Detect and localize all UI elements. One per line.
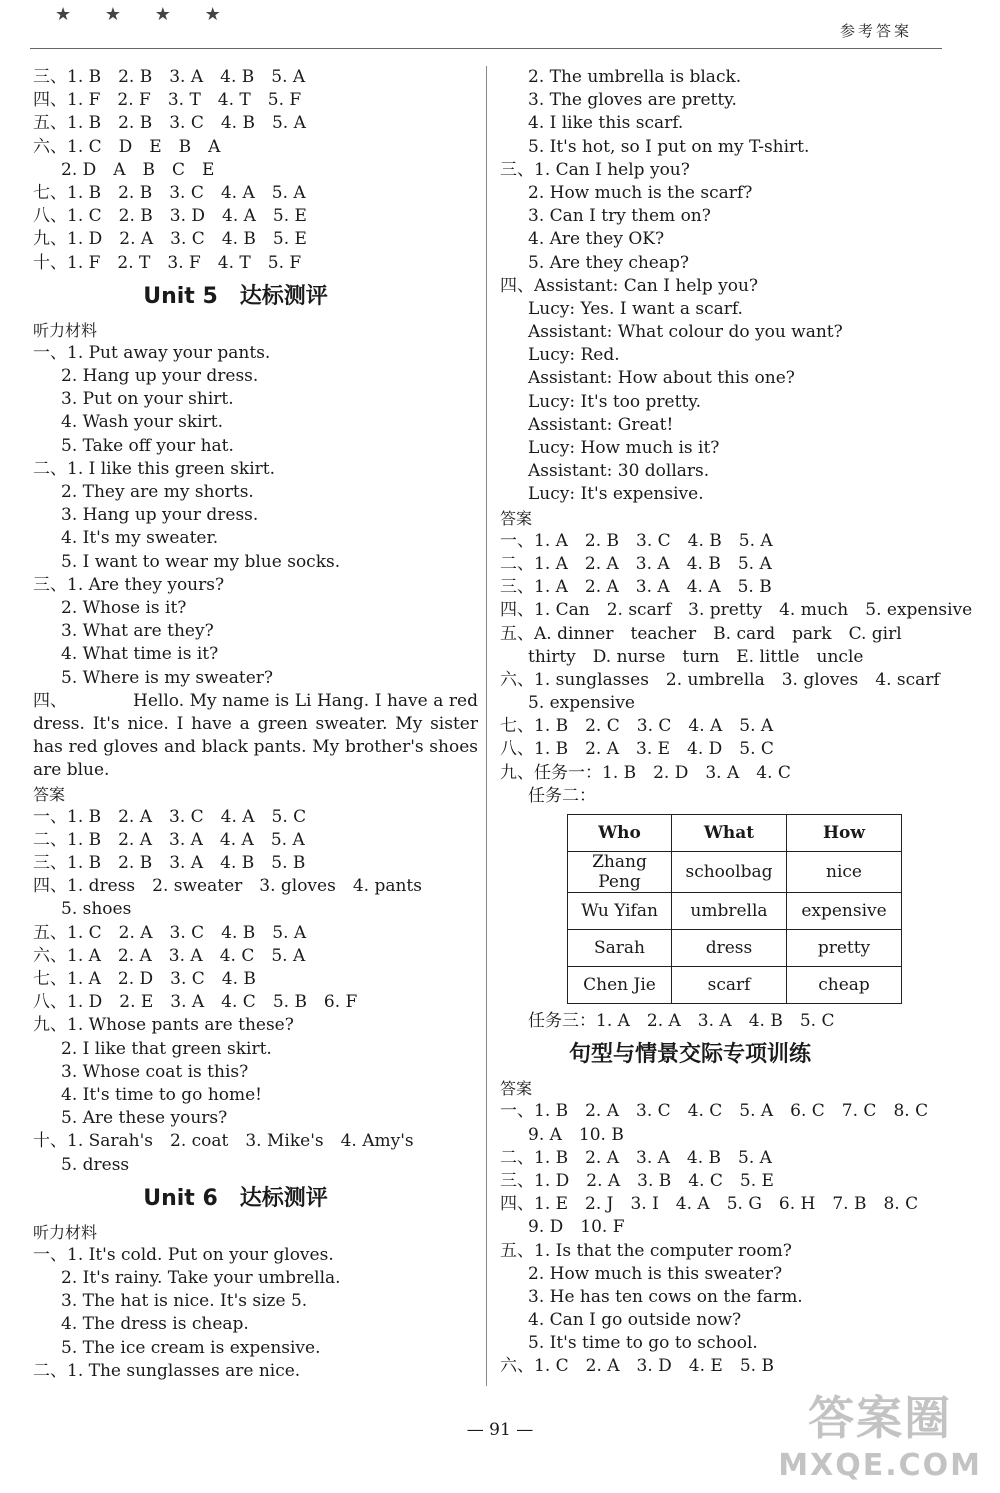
answer-line: 3. Whose coat is this? bbox=[61, 1061, 249, 1082]
answer-line: 四、1. E 2. J 3. I 4. A 5. G 6. H 7. B 8. C bbox=[500, 1194, 919, 1215]
answer-line: 六、1. A 2. A 3. A 4. C 5. A bbox=[33, 945, 306, 966]
answer-line: 二、1. B 2. A 3. A 4. B 5. A bbox=[500, 1147, 772, 1168]
task3-line: 任务三：1. A 2. A 3. A 4. B 5. C bbox=[528, 1011, 835, 1031]
script-line: 3. Hang up your dress. bbox=[61, 505, 259, 526]
answer-line: 2. I like that green skirt. bbox=[61, 1038, 272, 1059]
header-divider bbox=[30, 48, 942, 49]
table-row bbox=[568, 930, 902, 967]
answer-line: 九、1. Whose pants are these? bbox=[33, 1015, 294, 1036]
answer-line: 一、1. B 2. A 3. C 4. A 5. C bbox=[33, 806, 307, 827]
answer-line: 4. Can I go outside now? bbox=[528, 1310, 742, 1331]
script-line: 一、1. Put away your pants. bbox=[33, 342, 271, 363]
table-header-cell: What bbox=[672, 815, 787, 852]
answer-line: 一、1. A 2. B 3. C 4. B 5. A bbox=[500, 530, 773, 551]
answer-line: 八、1. B 2. A 3. E 4. D 5. C bbox=[500, 739, 774, 760]
table-cell: umbrella bbox=[672, 893, 787, 930]
script-line: 2. They are my shorts. bbox=[61, 482, 254, 502]
answer-line: 二、1. B 2. A 3. A 4. A 5. A bbox=[33, 829, 305, 850]
answer-line: 六、1. C 2. A 3. D 4. E 5. B bbox=[500, 1356, 774, 1377]
script-line: 3. Can I try them on? bbox=[528, 206, 711, 227]
unit6-heading: Unit 6 达标测评 bbox=[143, 1185, 328, 1211]
script-line: 3. The gloves are pretty. bbox=[528, 90, 737, 111]
script-line: 5. Where is my sweater? bbox=[61, 667, 273, 688]
dialogue-line: Lucy: How much is it? bbox=[528, 438, 720, 458]
script-line: 5. It's hot, so I put on my T-shirt. bbox=[528, 136, 810, 157]
answer-line: 9. A 10. B bbox=[528, 1124, 624, 1145]
right-column bbox=[500, 66, 973, 1379]
answer-line: 三、1. B 2. B 3. A 4. B 5. B bbox=[33, 853, 306, 874]
answer-line: 三、1. B 2. B 3. A 4. B 5. A bbox=[33, 67, 306, 87]
script-line: 2. Whose is it? bbox=[61, 597, 187, 618]
answer-line: 五、1. Is that the computer room? bbox=[500, 1240, 792, 1261]
table-cell: dress bbox=[672, 930, 787, 967]
answer-line: 2. How much is this sweater? bbox=[528, 1263, 783, 1284]
answer-table bbox=[567, 814, 902, 1004]
answer-label: 答案 bbox=[33, 784, 66, 804]
dialogue-line: Lucy: It's too pretty. bbox=[528, 391, 702, 412]
answer-line: 八、1. D 2. E 3. A 4. C 5. B 6. F bbox=[33, 992, 358, 1013]
script-line: 2. How much is the scarf? bbox=[528, 182, 753, 203]
script-line: 3. What are they? bbox=[61, 621, 214, 642]
script-line: 4. The dress is cheap. bbox=[61, 1314, 249, 1335]
table-cell: Sarah bbox=[568, 930, 672, 967]
answer-line: 一、1. B 2. A 3. C 4. C 5. A 6. C 7. C 8. C bbox=[500, 1101, 929, 1122]
answer-line: 五、A. dinner teacher B. card park C. girl bbox=[500, 623, 902, 644]
answer-label: 答案 bbox=[500, 508, 533, 528]
dialogue-line: Assistant: Great! bbox=[528, 414, 674, 435]
unit5-heading: Unit 5 达标测评 bbox=[143, 283, 328, 309]
dialogue-line: 四、Assistant: Can I help you? bbox=[500, 275, 759, 296]
dialogue-line: Assistant: 30 dollars. bbox=[528, 461, 710, 482]
answer-line: thirty D. nurse turn E. little uncle bbox=[528, 646, 864, 667]
answer-line: 5. Are these yours? bbox=[61, 1108, 228, 1129]
script-line: 5. The ice cream is expensive. bbox=[61, 1337, 321, 1358]
header-title: 参考答案 bbox=[839, 22, 912, 40]
table-row bbox=[568, 893, 902, 930]
answer-label: 答案 bbox=[500, 1079, 533, 1099]
left-column bbox=[33, 66, 478, 1383]
answer-line: 七、1. A 2. D 3. C 4. B bbox=[33, 969, 256, 989]
table-cell: pretty bbox=[787, 930, 902, 967]
answer-line: 八、1. C 2. B 3. D 4. A 5. E bbox=[33, 206, 307, 227]
answer-line: 3. He has ten cows on the farm. bbox=[528, 1286, 803, 1307]
answer-line: 六、1. C D E B A bbox=[33, 136, 221, 157]
task2-label: 任务二： bbox=[528, 785, 596, 806]
decorative-stars-icon: ★ ★ ★ ★ bbox=[55, 4, 235, 25]
listening-label: 听力材料 bbox=[33, 320, 98, 340]
script-line: 4. It's my sweater. bbox=[61, 528, 219, 549]
answer-line: 六、1. sunglasses 2. umbrella 3. gloves 4. scarf bbox=[500, 669, 940, 690]
watermark-url: MXQE.COM bbox=[778, 1448, 982, 1483]
dialogue-line: Assistant: How about this one? bbox=[528, 368, 795, 389]
script-line: 三、1. Are they yours? bbox=[33, 574, 225, 595]
answer-line: 五、1. B 2. B 3. C 4. B 5. A bbox=[33, 113, 306, 134]
script-line: 4. What time is it? bbox=[61, 644, 219, 665]
table-row bbox=[568, 852, 902, 893]
script-line: 5. Take off your hat. bbox=[61, 435, 234, 456]
passage-label: 四、 bbox=[33, 690, 67, 711]
script-line: 二、1. I like this green skirt. bbox=[33, 458, 276, 479]
answer-line: 5. It's time to go to school. bbox=[528, 1333, 758, 1354]
answer-line: 七、1. B 2. B 3. C 4. A 5. A bbox=[33, 182, 306, 203]
table-cell: Wu Yifan bbox=[568, 893, 672, 930]
section-heading: 句型与情景交际专项训练 bbox=[568, 1042, 811, 1068]
answer-line: 七、1. B 2. C 3. C 4. A 5. A bbox=[500, 716, 774, 737]
answer-line: 九、任务一：1. B 2. D 3. A 4. C bbox=[500, 762, 791, 783]
script-line: 2. It's rainy. Take your umbrella. bbox=[61, 1268, 341, 1289]
dialogue-line: Assistant: What colour do you want? bbox=[528, 322, 843, 343]
answer-line: 四、1. Can 2. scarf 3. pretty 4. much 5. expensive bbox=[500, 600, 973, 621]
table-header-cell: How bbox=[787, 815, 902, 852]
dialogue-line: Lucy: Yes. I want a scarf. bbox=[528, 298, 743, 319]
answer-line: 2. D A B C E bbox=[61, 159, 215, 180]
dialogue-line: Lucy: It's expensive. bbox=[528, 484, 704, 505]
answer-line: 四、1. dress 2. sweater 3. gloves 4. pants bbox=[33, 876, 422, 897]
passage-paragraph bbox=[33, 690, 478, 783]
table-header-row bbox=[568, 815, 902, 852]
watermark-logo: 答案圈 bbox=[808, 1391, 953, 1445]
script-line: 4. I like this scarf. bbox=[528, 113, 684, 134]
table-cell: cheap bbox=[787, 967, 902, 1004]
answer-line: 三、1. D 2. A 3. B 4. C 5. E bbox=[500, 1170, 774, 1191]
script-line: 3. The hat is nice. It's size 5. bbox=[61, 1291, 308, 1312]
table-header-cell: Who bbox=[568, 815, 672, 852]
column-divider bbox=[486, 66, 487, 1386]
answer-line: 二、1. A 2. A 3. A 4. B 5. A bbox=[500, 553, 772, 574]
table-cell: expensive bbox=[787, 893, 902, 930]
answer-line: 5. expensive bbox=[528, 693, 635, 714]
table-cell: Chen Jie bbox=[568, 967, 672, 1004]
page-number: — 91 — bbox=[466, 1420, 534, 1440]
script-line: 2. Hang up your dress. bbox=[61, 366, 259, 387]
answer-line: 9. D 10. F bbox=[528, 1217, 625, 1238]
listening-label: 听力材料 bbox=[33, 1222, 98, 1242]
passage-text: Hello. My name is Li Hang. I have a red dress. It's nice. I have a green sweater. My sister has red gloves and black pants. My brother's shoes are blue. bbox=[33, 690, 478, 781]
table-row bbox=[568, 967, 902, 1004]
dialogue-line: Lucy: Red. bbox=[528, 345, 620, 366]
answer-line: 四、1. F 2. F 3. T 4. T 5. F bbox=[33, 90, 302, 111]
page-header bbox=[0, 0, 1000, 60]
answer-line: 三、1. A 2. A 3. A 4. A 5. B bbox=[500, 577, 772, 598]
table-cell: scarf bbox=[672, 967, 787, 1004]
answer-line: 5. dress bbox=[61, 1154, 130, 1175]
answer-line: 十、1. Sarah's 2. coat 3. Mike's 4. Amy's bbox=[33, 1131, 414, 1152]
table-cell: schoolbag bbox=[672, 852, 787, 893]
answer-line: 十、1. F 2. T 3. F 4. T 5. F bbox=[33, 252, 302, 273]
script-line: 5. Are they cheap? bbox=[528, 252, 690, 273]
script-line: 5. I want to wear my blue socks. bbox=[61, 551, 341, 572]
table-cell: nice bbox=[787, 852, 902, 893]
answer-line: 九、1. D 2. A 3. C 4. B 5. E bbox=[33, 229, 307, 250]
watermark bbox=[778, 1382, 982, 1483]
table-cell: Zhang Peng bbox=[568, 852, 672, 893]
script-line: 一、1. It's cold. Put on your gloves. bbox=[33, 1244, 334, 1265]
answer-line: 5. shoes bbox=[61, 899, 132, 920]
script-line: 二、1. The sunglasses are nice. bbox=[33, 1360, 301, 1381]
script-line: 4. Are they OK? bbox=[528, 229, 665, 250]
answer-line: 五、1. C 2. A 3. C 4. B 5. A bbox=[33, 922, 307, 943]
script-line: 三、1. Can I help you? bbox=[500, 159, 690, 180]
answer-line: 4. It's time to go home! bbox=[61, 1084, 263, 1105]
script-line: 4. Wash your skirt. bbox=[61, 412, 223, 433]
script-line: 2. The umbrella is black. bbox=[528, 67, 742, 87]
script-line: 3. Put on your shirt. bbox=[61, 389, 234, 410]
